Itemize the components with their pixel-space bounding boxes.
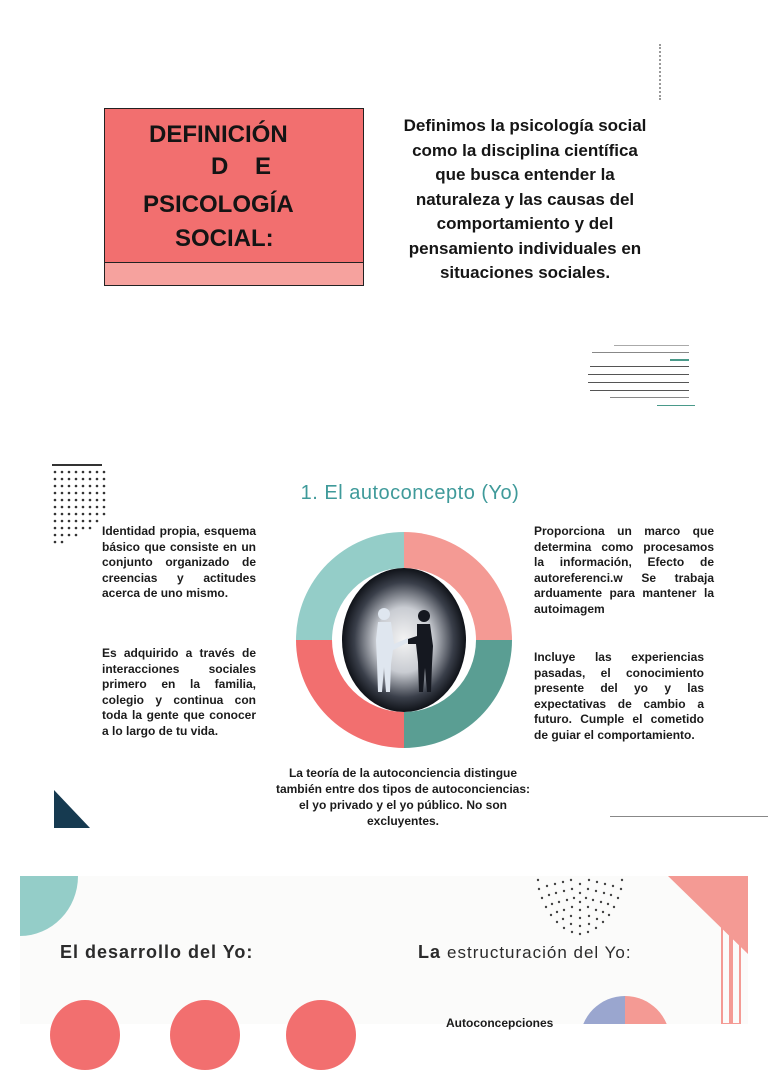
left-paragraph-1: Identidad propia, esquema básico que consiste en un conjunto organizado de creencias y actitudes acerca de uno mismo.	[102, 524, 256, 600]
divider-line	[610, 816, 768, 817]
definition-title-box	[104, 108, 364, 286]
title-line-2: D E	[211, 153, 272, 180]
coral-circle-1	[50, 1000, 120, 1070]
estructuracion-yo-heading	[418, 942, 632, 963]
estructuracion-heading-word-1: La	[418, 942, 442, 962]
navy-triangle-decoration	[54, 790, 90, 828]
title-line-3: PSICOLOGÍA	[143, 191, 294, 218]
autoconcepciones-label: Autoconcepciones	[446, 1016, 554, 1030]
coral-circle-2	[170, 1000, 240, 1070]
desarrollo-yo-heading: El desarrollo del Yo:	[60, 942, 254, 962]
left-paragraph-2: Es adquirido a través de interacciones sociales primero en la familia, colegio y continua con toda la gente que conocer a lo largo de tu vida.	[102, 646, 256, 738]
definition-text: Definimos la psicología social como la disciplina científica que busca entender la naturaleza y las causas del comportamiento y del pensamiento individuales en situaciones sociales.	[403, 116, 647, 282]
right-paragraph-1: Proporciona un marco que determina como procesamos la información, Efecto de autoreferenci.w Se trabaja arduamente para mantener la autoimagem	[534, 524, 714, 616]
coral-circle-3	[286, 1000, 356, 1070]
self-concept-illustration	[296, 532, 512, 748]
title-box-strip	[105, 262, 363, 285]
teal-quarter-circle	[20, 876, 78, 936]
pink-triangle-decoration	[668, 876, 748, 1024]
section-title-autoconcepto: 1. El autoconcepto (Yo)	[300, 482, 520, 504]
dotted-semicircle-decoration	[528, 876, 632, 938]
title-line-4: SOCIAL:	[175, 225, 274, 252]
bottom-pie-decoration	[580, 996, 670, 1024]
dotted-line-decoration	[659, 44, 663, 100]
right-paragraph-2: Incluye las experiencias pasadas, el conocimiento presente del yo y las expectativas de cambio a futuro. Cumple el cometido de guiar el comportamiento.	[534, 650, 704, 742]
autoconciencia-caption: La teoría de la autoconciencia distingue también entre dos tipos de autoconciencias: el yo privado y el yo público. No son excluyentes.	[275, 766, 531, 828]
title-line-1: DEFINICIÓN	[149, 121, 288, 148]
estructuracion-heading-word-2: estructuración del Yo:	[447, 943, 632, 962]
